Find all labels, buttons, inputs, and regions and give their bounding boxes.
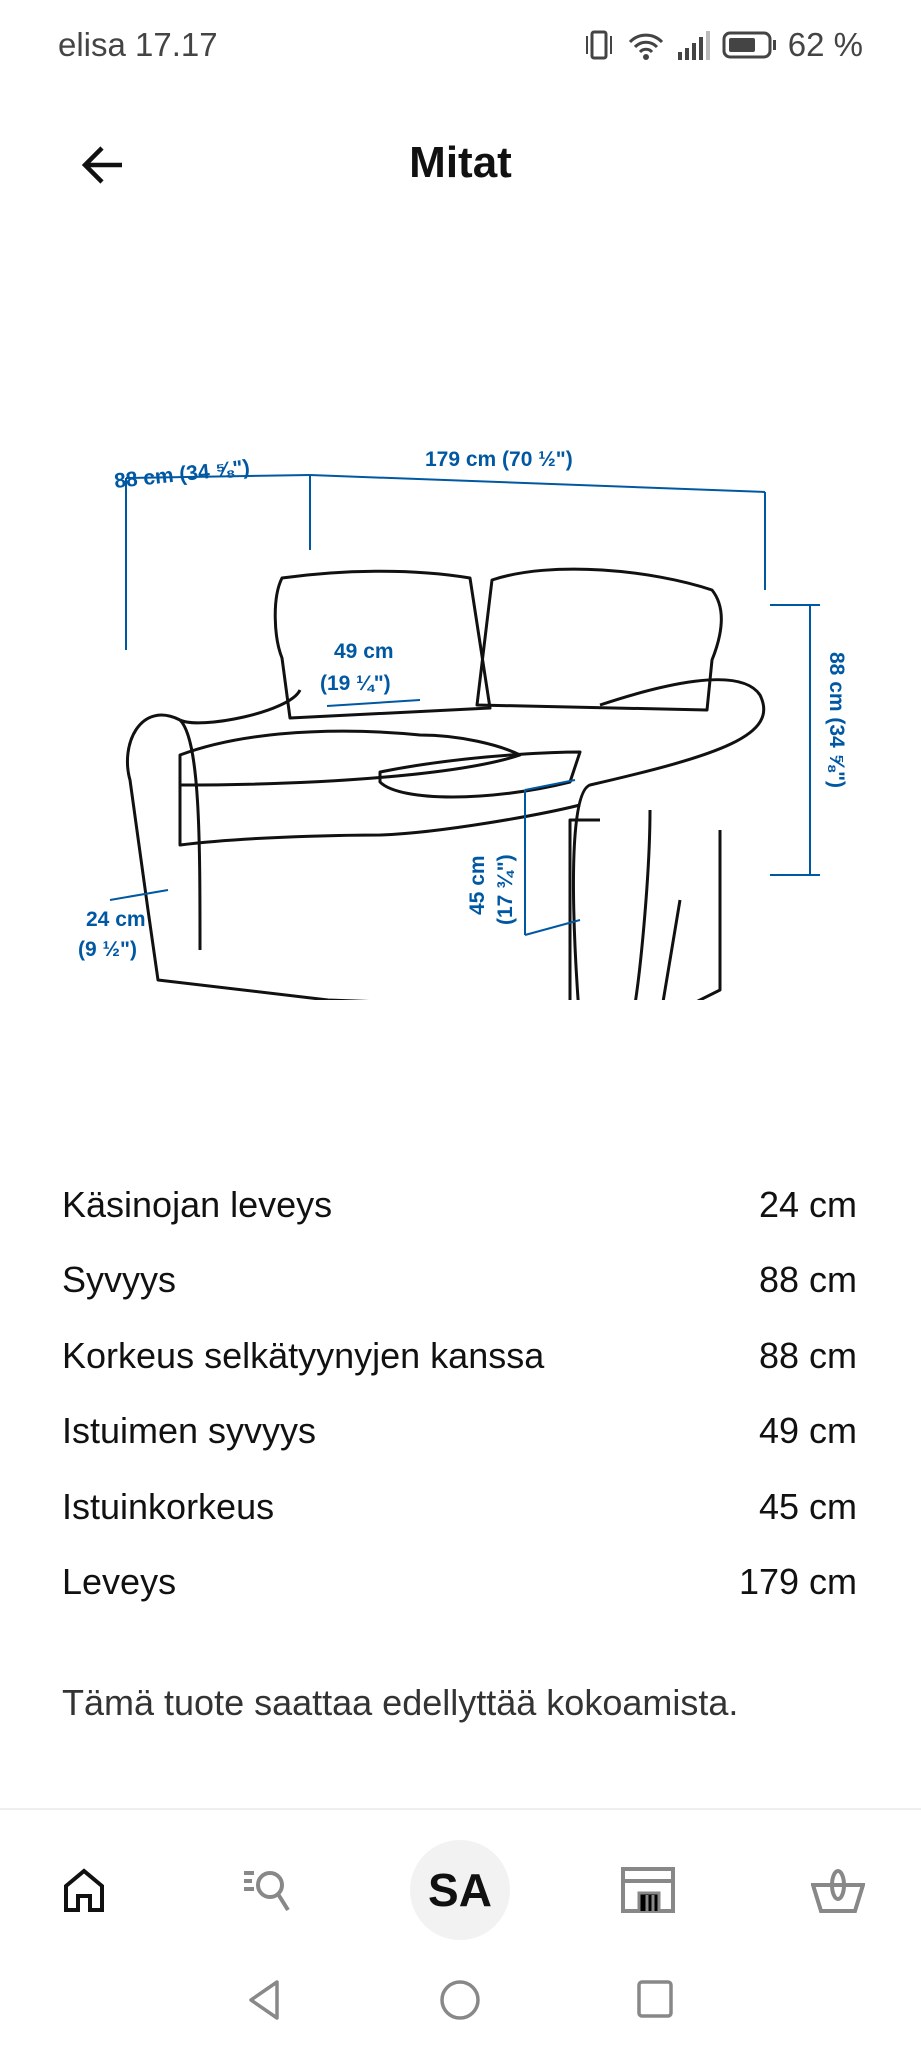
- seat-height-label-cm: 45 cm: [466, 855, 489, 915]
- height-label: 88 cm (34 ⅝"): [825, 652, 848, 789]
- search-list-icon: [242, 1867, 302, 1913]
- sofa-dimension-diagram: [0, 400, 921, 1000]
- dimension-row: [62, 1394, 857, 1470]
- store-icon: [621, 1867, 675, 1913]
- width-label: 179 cm (70 ½"): [425, 448, 573, 471]
- status-bar: [58, 22, 863, 68]
- system-home-button[interactable]: [420, 1960, 500, 2040]
- vibrate-icon: [582, 28, 616, 62]
- nav-basket[interactable]: [788, 1840, 888, 1940]
- nav-home[interactable]: [34, 1840, 134, 1940]
- system-recents-button[interactable]: [615, 1960, 695, 2040]
- seat-depth-label-in: (19 ¼"): [320, 672, 391, 695]
- nav-profile[interactable]: [410, 1840, 510, 1940]
- armrest-label-in: (9 ½"): [78, 938, 137, 961]
- square-recents-icon: [635, 1978, 675, 2022]
- page-title: Mitat: [409, 138, 512, 187]
- dimension-label: Istuimen syvyys: [62, 1410, 317, 1452]
- dimension-row: [62, 1469, 857, 1545]
- dimension-value: 24 cm: [758, 1183, 857, 1225]
- dimension-value: 45 cm: [758, 1485, 857, 1527]
- battery-percent: 62 %: [787, 26, 863, 63]
- system-back-button[interactable]: [225, 1960, 305, 2040]
- dimension-label: Käsinojan leveys: [62, 1183, 333, 1225]
- triangle-back-icon: [245, 1978, 285, 2022]
- home-icon: [62, 1868, 106, 1912]
- dimension-row: [62, 1167, 857, 1243]
- dimensions-list: [62, 1167, 857, 1620]
- dimension-value: 49 cm: [758, 1410, 857, 1452]
- nav-store[interactable]: [598, 1840, 698, 1940]
- nav-search[interactable]: [222, 1840, 322, 1940]
- wifi-icon: [626, 28, 666, 62]
- circle-home-icon: [438, 1978, 482, 2022]
- dimension-label: Istuinkorkeus: [62, 1485, 275, 1527]
- dimension-value: 179 cm: [738, 1561, 857, 1603]
- dimension-value: 88 cm: [758, 1334, 857, 1376]
- system-nav: [0, 1960, 921, 2040]
- nav-divider: [0, 1808, 921, 1810]
- dimension-label: Korkeus selkätyynyjen kanssa: [62, 1334, 545, 1376]
- dimension-row: [62, 1318, 857, 1394]
- dimension-row: [62, 1243, 857, 1319]
- dimension-value: 88 cm: [758, 1259, 857, 1301]
- dimension-lines: [110, 475, 820, 935]
- dimension-label: Leveys: [62, 1561, 177, 1603]
- seat-height-label-in: (17 ¾"): [494, 854, 517, 925]
- bottom-nav: [0, 1840, 921, 1940]
- carrier-time: elisa 17.17: [58, 26, 218, 63]
- profile-initials: SA: [428, 1864, 492, 1916]
- seat-depth-label-cm: 49 cm: [334, 640, 394, 663]
- signal-icon: [676, 28, 712, 62]
- header: [0, 120, 921, 210]
- dimension-row: [62, 1545, 857, 1621]
- armrest-label-cm: 24 cm: [86, 908, 146, 931]
- dimension-label: Syvyys: [62, 1259, 177, 1301]
- depth-label: 88 cm (34 ⅝"): [113, 455, 251, 493]
- profile-avatar: [410, 1840, 510, 1940]
- sofa-drawing: [127, 569, 763, 1000]
- basket-icon: [811, 1867, 865, 1913]
- battery-icon: [722, 28, 778, 62]
- assembly-note: Tämä tuote saattaa edellyttää kokoamista.: [62, 1682, 739, 1723]
